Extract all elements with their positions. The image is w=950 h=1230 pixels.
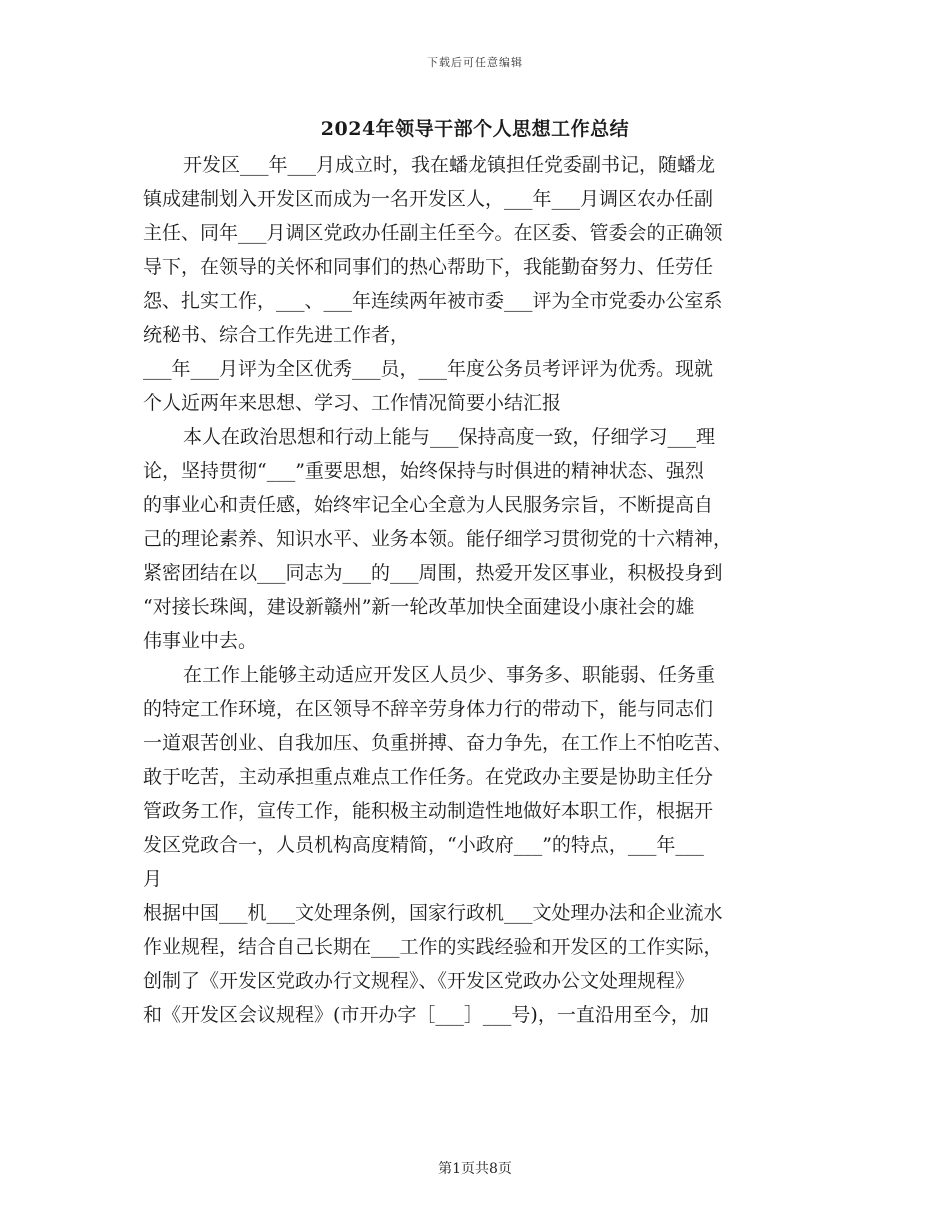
body-line: 的事业心和责任感，始终牢记全心全意为人民服务宗旨，不断提高自 [143, 494, 714, 516]
body-line: “对接长珠闽，建设新赣州”新一轮改革加快全面建设小康社会的雄 [143, 596, 695, 618]
body-line: 的特定工作环境，在区领导不辞辛劳身体力行的带动下，能与同志们 [143, 698, 714, 720]
body-line: 主任、同年___月调区党政办任副主任至今。在区委、管委会的正确领 [143, 222, 723, 244]
body-line: 月 [143, 868, 163, 890]
body-line: 创制了《开发区党政办行文规程》、《开发区党政办公文处理规程》 [143, 970, 695, 992]
page-footer: 第1页共8页 [438, 1161, 512, 1177]
body-line: 本人在政治思想和行动上能与___保持高度一致，仔细学习___理 [183, 426, 716, 448]
body-line: 导下，在领导的关怀和同事们的热心帮助下，我能勤奋努力、任劳任 [143, 256, 714, 278]
body-line: 和《开发区会议规程》(市开办字［___］___号)，一直沿用至今，加 [143, 1004, 709, 1026]
body-line: 伟事业中去。 [143, 630, 258, 652]
body-line: 管政务工作，宣传工作，能积极主动制造性地做好本职工作，根据开 [143, 800, 714, 822]
header-note: 下载后可任意编辑 [427, 56, 523, 69]
body-line: ___年___月评为全区优秀___员，___年度公务员考评评为优秀。现就 [143, 358, 714, 380]
document-title: 2024年领导干部个人思想工作总结 [320, 118, 630, 140]
document-body [143, 148, 803, 1032]
body-line: 统秘书、综合工作先进工作者， [143, 324, 410, 346]
body-line: 作业规程，结合自己长期在___工作的实践经验和开发区的工作实际， [143, 936, 723, 958]
body-line: 己的理论素养、知识水平、业务本领。能仔细学习贯彻党的十六精神， [143, 528, 733, 550]
body-line: 在工作上能够主动适应开发区人员少、事务多、职能弱、任务重 [183, 664, 716, 686]
body-line: 一道艰苦创业、自我加压、负重拼搏、奋力争先，在工作上不怕吃苦、 [143, 732, 733, 754]
body-line: 敢于吃苦，主动承担重点难点工作任务。在党政办主要是协助主任分 [143, 766, 714, 788]
body-line: 紧密团结在以___同志为___的___周围，热爱开发区事业，积极投身到 [143, 562, 723, 584]
body-line: 怨、扎实工作，___、___年连续两年被市委___评为全市党委办公室系 [143, 290, 723, 312]
body-line: 根据中国___机___文处理条例，国家行政机___文处理办法和企业流水 [143, 902, 723, 924]
body-line: 个人近两年来思想、学习、工作情况简要小结汇报 [143, 392, 562, 414]
body-line: 镇成建制划入开发区而成为一名开发区人，___年___月调区农办任副 [143, 188, 714, 210]
body-line: 论，坚持贯彻“___”重要思想，始终保持与时俱进的精神状态、强烈 [143, 460, 704, 482]
body-line: 开发区___年___月成立时，我在蟠龙镇担任党委副书记，随蟠龙 [183, 154, 716, 176]
body-line: 发区党政合一，人员机构高度精简，“小政府___”的特点，___年___ [143, 834, 704, 856]
